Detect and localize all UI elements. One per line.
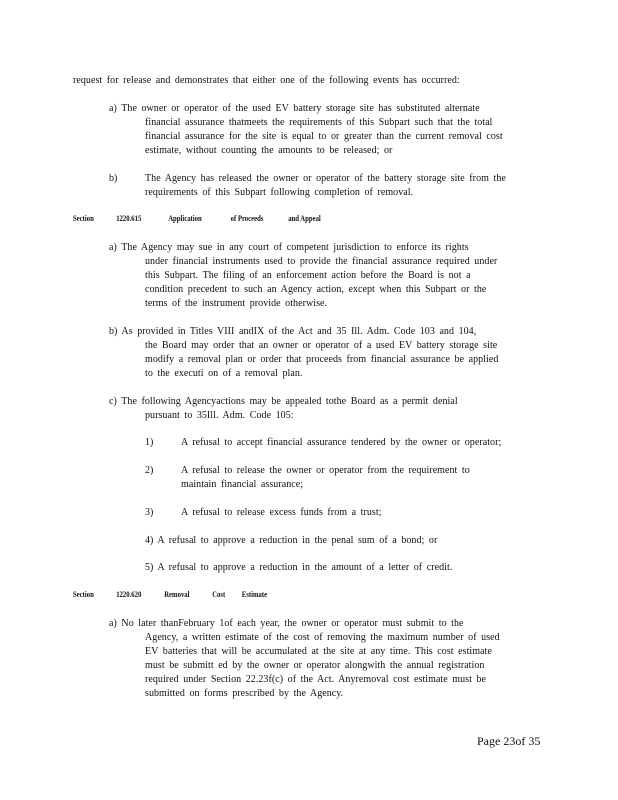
section-heading-615: [73, 213, 321, 225]
section-label: Section: [73, 214, 94, 223]
s615-b-line-2: the Board may order that an owner or operator of a used EV battery storage site: [145, 340, 498, 351]
item-a-line-1: a) The owner or operator of the used EV battery storage site has substituted alternate: [109, 103, 480, 114]
c-item-5-text: 5) A refusal to approve a reduction in the amount of a letter of credit.: [145, 562, 453, 573]
s620-a-line-1: a) No later thanFebruary 1of each year, the owner or operator must submit to the: [109, 618, 464, 629]
s615-a-line-1: a) The Agency may sue in any court of competent jurisdiction to enforce its rights: [109, 242, 469, 253]
s615-b-line-3: modify a removal plan or order that proceeds from financial assurance be applied: [145, 354, 499, 365]
s615-b-line-1: b) As provided in Titles VIII andIX of the Act and 35 Ill. Adm. Code 103 and 104,: [109, 326, 477, 337]
section-number: 1220.620: [116, 590, 142, 599]
item-a-line-4: estimate, without counting the amounts to be released; or: [145, 145, 393, 156]
section-label: Section: [73, 590, 94, 599]
c-item-3-number: 3): [145, 507, 154, 518]
item-b-line-1: The Agency has released the owner or operator of the battery storage site from the: [145, 173, 506, 184]
section-number: 1220.615: [116, 214, 142, 223]
intro-line: request for release and demonstrates that either one of the following events has occurred:: [73, 75, 460, 86]
section-title-part-2: of Proceeds: [230, 214, 264, 223]
s620-a-line-6: submitted on forms prescribed by the Agency.: [145, 688, 344, 699]
c-item-1-number: 1): [145, 437, 154, 448]
item-a-line-2: financial assurance thatmeets the requirements of this Subpart such that the total: [145, 117, 493, 128]
s620-a-line-5: required under Section 22.23f(c) of the Act. Anyremoval cost estimate must be: [145, 674, 487, 685]
section-title-part-2: Cost: [212, 590, 226, 599]
c-item-2-text-line-1: A refusal to release the owner or operator from the requirement to: [181, 465, 470, 476]
c-item-2-number: 2): [145, 465, 154, 476]
s615-a-line-4: condition precedent to such an Agency action, except when this Subpart or the: [145, 284, 487, 295]
item-b-line-2: requirements of this Subpart following completion of removal.: [145, 187, 414, 198]
s615-c-line-2: pursuant to 35Ill. Adm. Code 105:: [145, 410, 294, 421]
s615-a-line-5: terms of the instrument provide otherwise.: [145, 298, 328, 309]
page-number: Page 23of 35: [477, 734, 541, 748]
item-a-line-3: financial assurance for the site is equal to or greater than the current removal cost: [145, 131, 503, 142]
s615-a-line-2: under financial instruments used to provide the financial assurance required under: [145, 256, 498, 267]
s615-b-line-4: to the executi on of a removal plan.: [145, 368, 303, 379]
section-title-part-3: and Appeal: [288, 214, 321, 223]
s620-a-line-4: must be submitt ed by the owner or operator alongwith the annual registration: [145, 660, 485, 671]
s615-c-line-1: c) The following Agencyactions may be appealed tothe Board as a permit denial: [109, 396, 458, 407]
section-title-part-3: Estimate: [241, 590, 268, 599]
c-item-4-text: 4) A refusal to approve a reduction in the penal sum of a bond; or: [145, 535, 438, 546]
section-heading-620: [73, 589, 267, 601]
s620-a-line-2: Agency, a written estimate of the cost of removing the maximum number of used: [145, 632, 500, 643]
c-item-1-text: A refusal to accept financial assurance tendered by the owner or operator;: [181, 437, 502, 448]
section-title-part-1: Application: [168, 214, 202, 223]
section-title-part-1: Removal: [164, 590, 190, 599]
s615-a-line-3: this Subpart. The filing of an enforcement action before the Board is not a: [145, 270, 471, 281]
c-item-3-text: A refusal to release excess funds from a trust;: [181, 507, 382, 518]
c-item-2-text-line-2: maintain financial assurance;: [181, 479, 304, 490]
s620-a-line-3: EV batteries that will be accumulated at the site at any time. This cost estimate: [145, 646, 492, 657]
item-b-label: b): [109, 173, 118, 184]
